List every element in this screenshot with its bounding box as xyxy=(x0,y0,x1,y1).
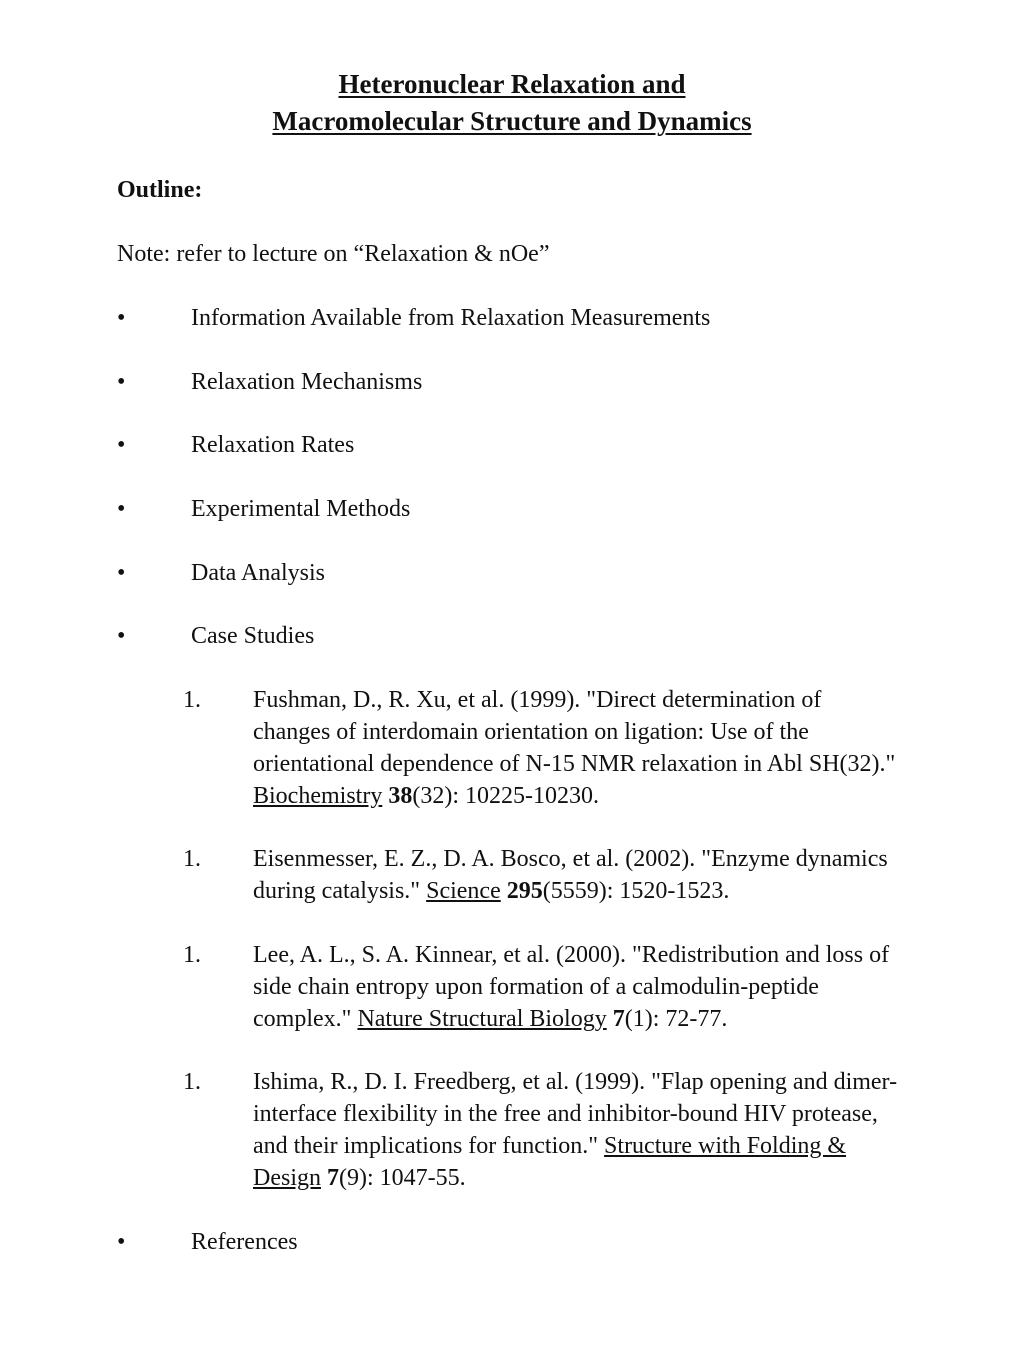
page-title xyxy=(0,66,1024,140)
bullet-icon: • xyxy=(117,1229,126,1255)
journal-volume: 7 xyxy=(327,1165,339,1191)
journal-name: Nature Structural Biology xyxy=(357,1006,607,1032)
citation-text: Lee, A. L., S. A. Kinnear, et al. (2000). "Redistribution and loss of side chain entropy upon formation of a calmodulin-peptide complex." xyxy=(253,942,890,1032)
reference-citation xyxy=(253,684,903,812)
citation-pages: (9): 1047-55. xyxy=(339,1165,466,1191)
outline-item-label: Experimental Methods xyxy=(191,496,411,522)
reference-citation xyxy=(253,939,903,1035)
reference-number: 1. xyxy=(183,1069,201,1095)
outline-item-label: Relaxation Rates xyxy=(191,432,355,458)
citation-pages: (32): 10225-10230. xyxy=(412,783,599,809)
bullet-icon: • xyxy=(117,623,126,649)
citation-text: Ishima, R., D. I. Freedberg, et al. (1999). "Flap opening and dimer-interface flexibility in the free and inhibitor-bound HIV protease, and their implications for function." xyxy=(253,1069,898,1159)
outline-heading: Outline: xyxy=(117,177,203,203)
journal-volume: 38 xyxy=(388,783,413,809)
journal-volume: 7 xyxy=(612,1006,625,1032)
reference-number: 1. xyxy=(183,942,201,968)
bullet-icon: • xyxy=(117,560,126,586)
journal-name: Structure with Folding & Design xyxy=(253,1133,847,1191)
bullet-icon: • xyxy=(117,432,126,458)
citation-pages: (1): 72-77. xyxy=(624,1006,728,1032)
journal-name: Biochemistry xyxy=(253,783,383,809)
citation-text: Fushman, D., R. Xu, et al. (1999). "Direct determination of changes of interdomain orientation on ligation: Use of the orientational dependence of N-15 NMR relaxation in Abl SH(32)." xyxy=(253,687,896,777)
outline-item-label: Relaxation Mechanisms xyxy=(191,369,423,395)
bullet-icon: • xyxy=(117,496,126,522)
title-line-1: Heteronuclear Relaxation and xyxy=(338,69,686,99)
lecture-note: Note: refer to lecture on “Relaxation & nOe” xyxy=(117,241,550,267)
outline-item-label: Information Available from Relaxation Measurements xyxy=(191,305,711,331)
citation-text: Eisenmesser, E. Z., D. A. Bosco, et al. (2002). "Enzyme dynamics during catalysis." xyxy=(253,846,888,904)
reference-number: 1. xyxy=(183,846,201,872)
citation-pages: (5559): 1520-1523. xyxy=(542,878,730,904)
bullet-icon: • xyxy=(117,369,126,395)
outline-item-label: Case Studies xyxy=(191,623,315,649)
title-line-2: Macromolecular Structure and Dynamics xyxy=(272,106,752,136)
outline-item-label: Data Analysis xyxy=(191,560,325,586)
reference-citation xyxy=(253,1066,903,1194)
journal-name: Science xyxy=(426,878,501,904)
bullet-icon: • xyxy=(117,305,126,331)
reference-number: 1. xyxy=(183,687,201,713)
reference-citation xyxy=(253,843,903,907)
outline-item-label: References xyxy=(191,1229,298,1255)
journal-volume: 295 xyxy=(506,878,543,904)
